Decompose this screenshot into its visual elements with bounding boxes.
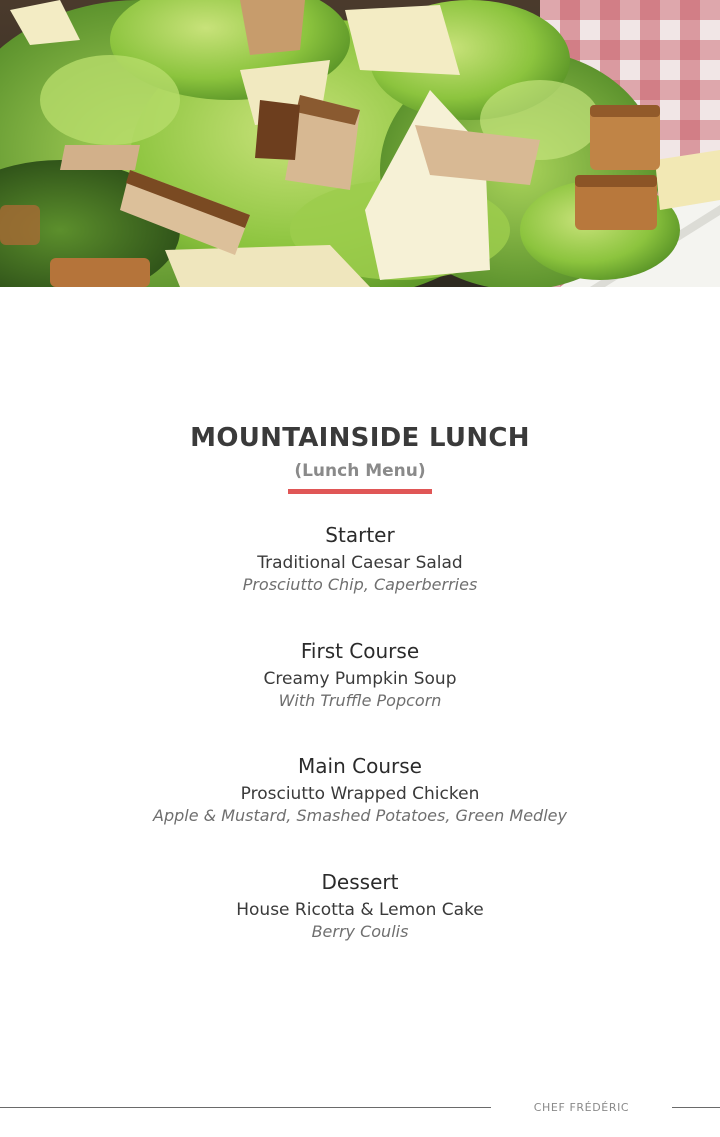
course-main	[0, 751, 720, 827]
dish-description: Apple & Mustard, Smashed Potatoes, Green Medley	[153, 806, 567, 825]
dish-name: Prosciutto Wrapped Chicken	[240, 784, 480, 804]
title-underline	[288, 489, 432, 494]
course-name: Dessert	[321, 870, 399, 894]
dish-description: Prosciutto Chip, Caperberries	[242, 575, 478, 594]
hero-salad-photo	[0, 0, 720, 287]
footer-divider-left	[0, 1107, 491, 1108]
course-name: Starter	[325, 523, 395, 547]
course-name: Main Course	[298, 754, 422, 778]
dish-description: With Truffle Popcorn	[278, 691, 442, 710]
menu-subtitle: (Lunch Menu)	[294, 461, 426, 481]
course-dessert	[0, 867, 720, 943]
footer-divider-right	[672, 1107, 720, 1108]
course-first	[0, 636, 720, 712]
menu-title: MOUNTAINSIDE LUNCH	[190, 423, 530, 453]
dish-name: Creamy Pumpkin Soup	[263, 669, 457, 689]
dish-name: House Ricotta & Lemon Cake	[236, 900, 484, 920]
dish-name: Traditional Caesar Salad	[257, 553, 463, 573]
course-name: First Course	[300, 639, 420, 663]
course-starter	[0, 520, 720, 596]
footer-chef-signature: CHEF FRÉDÉRIC	[533, 1101, 630, 1114]
dish-description: Berry Coulis	[311, 922, 409, 941]
